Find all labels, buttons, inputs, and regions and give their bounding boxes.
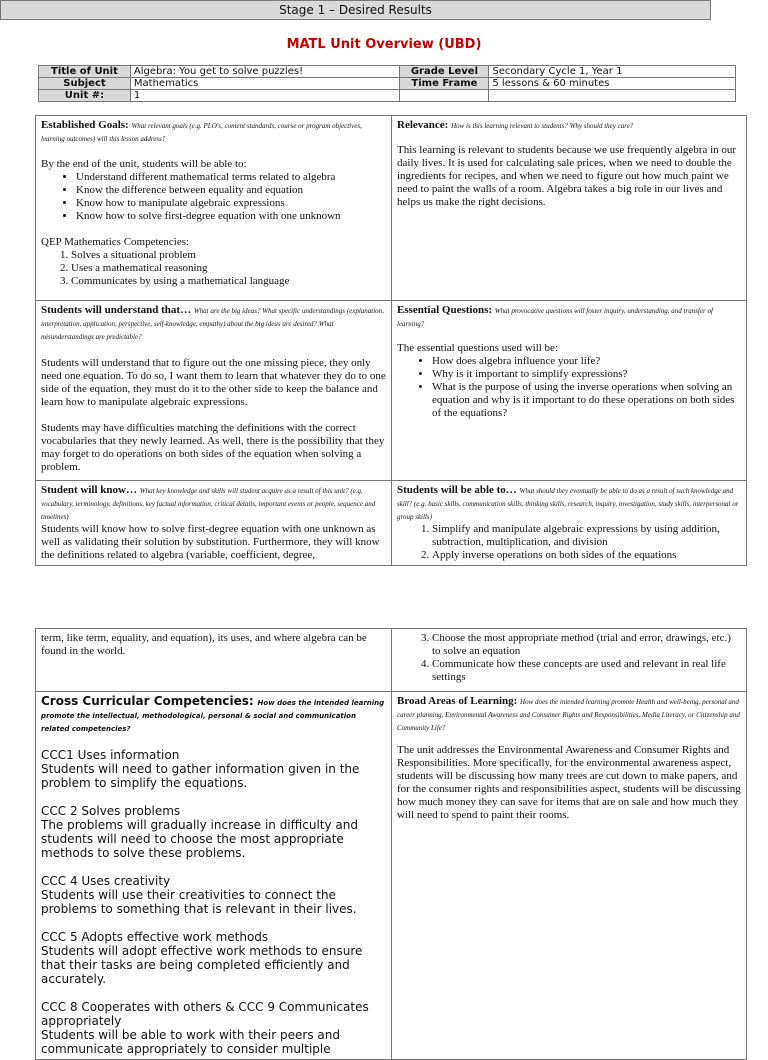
list-item: 3. Choose the most appropriate method (trial and error, drawings, etc.) to solve an equation	[432, 632, 741, 658]
able-heading: Students will be able to…	[397, 484, 517, 496]
ccc-8-text: Students will be able to work with their peers and communicate appropriately to consider multiple	[41, 1028, 340, 1056]
subject-value: Mathematics	[130, 78, 400, 90]
ccc-4-text: Students will use their creativities to connect the problems to something that is relevant in their lives.	[41, 888, 357, 916]
ccc-hint: How does the intended learning promote the intellectual, methodological, personal & social and communication related competencies?	[41, 699, 385, 733]
goals-intro: By the end of the unit, students will be able to:	[41, 158, 247, 170]
goals-hint: What relevant goals (e.g. PLO's, content standards, course or program objectives, learning outcomes) will this lesson address?	[41, 122, 362, 143]
desired-results-grid-continued	[35, 628, 747, 1060]
list-item: • How does algebra influence your life?	[432, 355, 741, 368]
essential-hint: What provocative questions will foster inquiry, understanding, and transfer of learning?	[397, 307, 713, 328]
list-item: • Know how to solve first-degree equation with one unknown	[76, 210, 386, 223]
ccc-1-title: CCC1 Uses information	[41, 748, 180, 762]
relevance-heading: Relevance:	[397, 119, 449, 131]
understand-hint: What are the big ideas? What specific understandings (explanation, interpretation, application, perspective, self-knowledge, empathy) about the big ideas are desired? What misunderstandings are predictable?	[41, 307, 384, 341]
know-body-bottom: term, like term, equality, and equation), its uses, and where algebra can be found in the world.	[41, 632, 367, 657]
essential-questions-cell	[392, 301, 747, 481]
understand-paragraph-2: Students may have difficulties matching the definitions with the correct vocabularies that they newly learned. As well, there is the possibility that they may forget to do operations on both sides of the equation when solving a problem.	[41, 422, 385, 473]
unit-info-table	[38, 65, 736, 102]
know-hint: What key knowledge and skills will student acquire as a result of this unit? (e.g. vocabulary, terminology, definitions, key factual information, critical details, important events or people, sequence and timelines)	[41, 487, 376, 521]
ccc-4-title: CCC 4 Uses creativity	[41, 874, 171, 888]
title-label: Title of Unit	[39, 66, 131, 78]
ccc-2-title: CCC 2 Solves problems	[41, 804, 181, 818]
time-value: 5 lessons & 60 minutes	[489, 78, 736, 90]
subject-label: Subject	[39, 78, 131, 90]
list-item: • Why is it important to simplify expressions?	[432, 368, 741, 381]
title-value: Algebra: You get to solve puzzles!	[130, 66, 400, 78]
broad-hint: How does the intended learning promote Health and well-being, personal and career planning, Environmental Awareness and Consumer Rights and Responsibilities, Media Literacy, or Citizenship and Community Life?	[397, 698, 740, 732]
grade-value: Secondary Cycle 1, Year 1	[489, 66, 736, 78]
list-item: 2. Apply inverse operations on both sides of the equations	[432, 549, 741, 562]
ccc-5-text: Students will adopt effective work methods to ensure that their tasks are being completed efficiently and accurately.	[41, 944, 363, 986]
grade-label: Grade Level	[400, 66, 489, 78]
able-list-top	[397, 523, 741, 562]
document-title: MATL Unit Overview (UBD)	[286, 37, 482, 52]
able-to-cell	[392, 481, 747, 566]
essential-intro: The essential questions used will be:	[397, 342, 558, 354]
goals-list	[41, 171, 386, 223]
essential-heading: Essential Questions:	[397, 304, 493, 316]
relevance-cell	[392, 116, 747, 301]
ccc-1-text: Students will need to gather information given in the problem to simplify the equations.	[41, 762, 360, 790]
able-to-cell-continued	[392, 629, 747, 692]
student-know-cell	[36, 481, 392, 566]
know-heading: Student will know…	[41, 484, 137, 496]
relevance-body: This learning is relevant to students because we use frequently algebra in our daily lives. It is used for calculating sale prices, when we need to double the ingredients for recipes, and when we need to figure out how much paint we need to paint the walls of a room. Algebra takes a big role in our lives and helps us make the right decisions.	[397, 144, 737, 208]
able-list-bottom	[397, 632, 741, 684]
know-body-top: Students will know how to solve first-degree equation with one unknown as well as validating their solution by substitution. Furthermore, they will know the definitions related to algebra (variable, coefficient, degree,	[41, 523, 380, 561]
list-item: 2. Uses a mathematical reasoning	[71, 262, 386, 275]
list-item: 1. Solves a situational problem	[71, 249, 386, 262]
understand-paragraph-1: Students will understand that to figure out the one missing piece, they only need one equation. To do so, I want them to learn that whatever they do to one side of the equation, they must do it to the other side to keep the balance and learn how to manipulate algebraic expressions.	[41, 357, 386, 408]
qep-title: QEP Mathematics Competencies:	[41, 236, 190, 248]
list-item: 4. Communicate how these concepts are used and relevant in real life settings	[432, 658, 741, 684]
ccc-2-text: The problems will gradually increase in difficulty and students will need to choose the most appropriate methods to solve these problems.	[41, 818, 358, 860]
broad-heading: Broad Areas of Learning:	[397, 695, 518, 707]
list-item: 3. Communicates by using a mathematical language	[71, 275, 386, 288]
stage-1-header: Stage 1 – Desired Results	[0, 0, 711, 20]
established-goals-cell	[36, 116, 392, 301]
desired-results-grid	[35, 115, 747, 566]
essential-list	[397, 355, 741, 420]
cross-curricular-cell	[36, 692, 392, 1060]
goals-heading: Established Goals:	[41, 119, 129, 131]
student-know-cell-continued	[36, 629, 392, 692]
time-label: Time Frame	[400, 78, 489, 90]
list-item: 1. Simplify and manipulate algebraic expressions by using addition, subtraction, multiplication, and division	[432, 523, 741, 549]
broad-body: The unit addresses the Environmental Awareness and Consumer Rights and Responsibilities. More specifically, for the environmental awareness aspect, students will be discussing how many trees are cut down to make papers, and for the consumer rights and responsibilities aspect, students will be discussing how much money they can save for items that are on sale and how much they will need to spend to paint their rooms.	[397, 744, 741, 821]
ccc-8-title: CCC 8 Cooperates with others & CCC 9 Communicates appropriately	[41, 1000, 369, 1028]
list-item: • What is the purpose of using the inverse operations when solving an equation and why is it important to do these operations on both sides of the equations?	[432, 381, 741, 420]
unit-value: 1	[130, 90, 400, 102]
ccc-heading: Cross Curricular Competencies:	[41, 694, 254, 708]
list-item: • Know how to manipulate algebraic expressions	[76, 197, 386, 210]
unit-label: Unit #:	[39, 90, 131, 102]
understand-heading: Students will understand that…	[41, 304, 192, 316]
qep-list	[41, 249, 386, 288]
relevance-hint: How is this learning relevant to students? Why should they care?	[451, 122, 634, 130]
list-item: • Understand different mathematical terms related to algebra	[76, 171, 386, 184]
broad-areas-cell	[392, 692, 747, 1060]
ccc-5-title: CCC 5 Adopts effective work methods	[41, 930, 269, 944]
able-hint: What should they eventually be able to do as a result of such knowledge and skill? (e.g. basic skills, communication skills, thinking skills, research, inquiry, investigation, study skills, interpersonal or group skills)	[397, 487, 739, 521]
list-item: • Know the difference between equality and equation	[76, 184, 386, 197]
understand-cell	[36, 301, 392, 481]
